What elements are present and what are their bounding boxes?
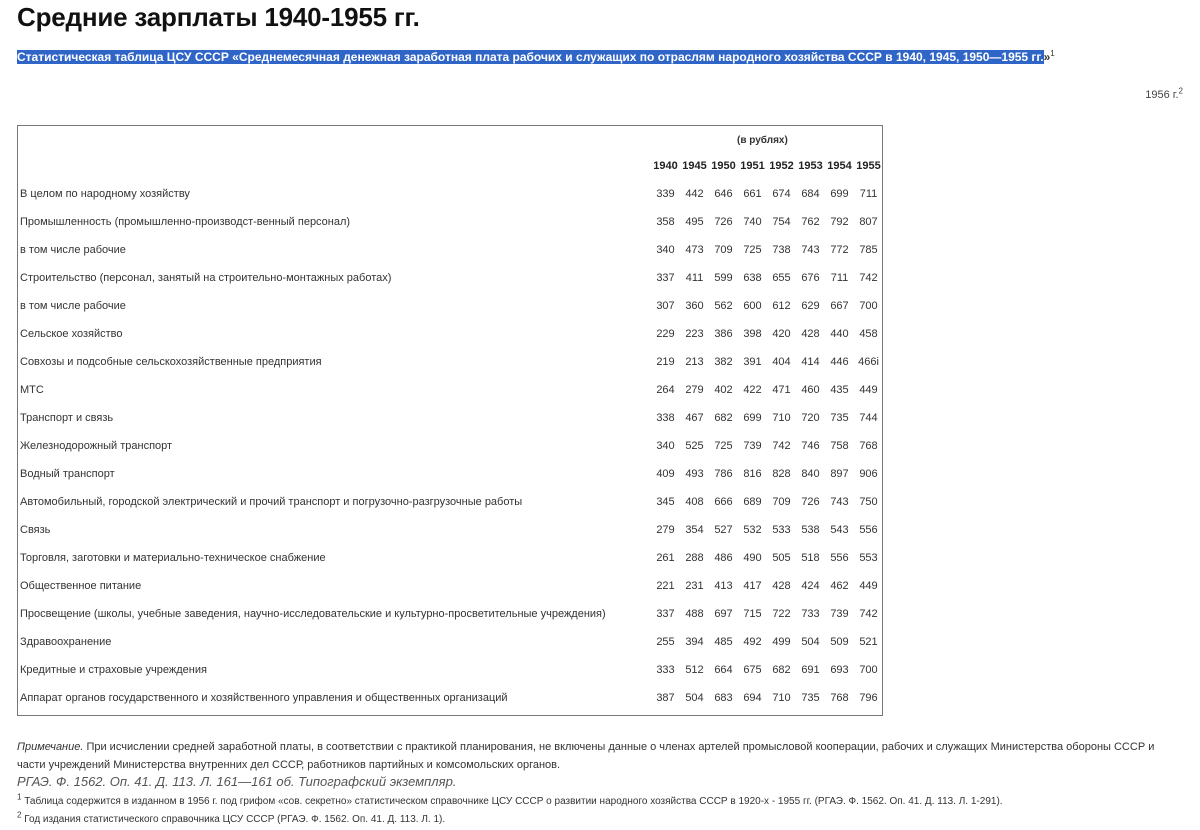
row-label: в том числе рабочие — [20, 244, 126, 256]
table-cell: 691 — [801, 664, 820, 676]
footnote-1 — [17, 792, 1003, 807]
table-cell: 354 — [685, 524, 704, 536]
table-cell: 279 — [685, 384, 704, 396]
table-cell: 492 — [743, 636, 762, 648]
table-cell: 553 — [859, 552, 878, 564]
note — [17, 738, 1183, 774]
table-cell: 710 — [772, 692, 791, 704]
table-cell: 219 — [656, 356, 675, 368]
table-cell: 213 — [685, 356, 704, 368]
table-cell: 358 — [656, 216, 675, 228]
table-cell: 538 — [801, 524, 820, 536]
table-cell: 264 — [656, 384, 675, 396]
table-cell: 733 — [801, 608, 820, 620]
table-cell: 744 — [859, 412, 878, 424]
table-cell: 458 — [859, 328, 878, 340]
table-cell: 556 — [859, 524, 878, 536]
table-cell: 402 — [714, 384, 733, 396]
year-header: 1953 — [798, 160, 823, 172]
table-cell: 556 — [830, 552, 849, 564]
table-row — [20, 608, 880, 624]
table-cell: 699 — [743, 412, 762, 424]
table-cell: 435 — [830, 384, 849, 396]
table-cell: 279 — [656, 524, 675, 536]
table-cell: 411 — [685, 272, 704, 284]
table-row — [20, 300, 880, 316]
table-cell: 762 — [801, 216, 820, 228]
table-cell: 414 — [801, 356, 820, 368]
table-row — [20, 272, 880, 288]
table-cell: 512 — [685, 664, 704, 676]
table-cell: 726 — [801, 496, 820, 508]
table-cell: 711 — [859, 188, 878, 200]
table-cell: 735 — [801, 692, 820, 704]
row-label: Общественное питание — [20, 580, 142, 592]
year-header: 1945 — [682, 160, 707, 172]
table-row — [20, 580, 880, 596]
table-cell: 743 — [801, 244, 820, 256]
row-label: В целом по народному хозяйству — [20, 188, 190, 200]
table-cell: 711 — [830, 272, 849, 284]
publication-year — [1145, 86, 1183, 101]
row-label: Связь — [20, 524, 51, 536]
table-cell: 742 — [859, 608, 878, 620]
table-row — [20, 636, 880, 652]
table-cell: 816 — [743, 468, 762, 480]
table-cell: 768 — [859, 440, 878, 452]
table-cell: 504 — [685, 692, 704, 704]
table-row — [20, 328, 880, 344]
row-label: Совхозы и подсобные сельскохозяйственные предприятия — [20, 356, 322, 368]
table-cell: 533 — [772, 524, 791, 536]
table-cell: 709 — [714, 244, 733, 256]
table-cell: 700 — [859, 300, 878, 312]
table-cell: 562 — [714, 300, 733, 312]
table-cell: 600 — [743, 300, 762, 312]
table-cell: 599 — [714, 272, 733, 284]
table-cell: 532 — [743, 524, 762, 536]
table-cell: 682 — [714, 412, 733, 424]
year-header: 1950 — [711, 160, 736, 172]
table-cell: 682 — [772, 664, 791, 676]
year-header: 1955 — [856, 160, 881, 172]
row-label: Транспорт и связь — [20, 412, 114, 424]
table-cell: 897 — [830, 468, 849, 480]
table-cell: 221 — [656, 580, 675, 592]
table-cell: 710 — [772, 412, 791, 424]
table-row — [20, 188, 880, 204]
table-cell: 700 — [859, 664, 878, 676]
table-row — [20, 356, 880, 372]
table-cell: 694 — [743, 692, 762, 704]
table-cell: 462 — [830, 580, 849, 592]
table-cell: 337 — [656, 272, 675, 284]
archive-reference: РГАЭ. Ф. 1562. Оп. 41. Д. 113. Л. 161—161 об. Типографский экземпляр. — [17, 774, 457, 789]
year-header: 1952 — [769, 160, 794, 172]
table-cell: 612 — [772, 300, 791, 312]
row-label: Торговля, заготовки и материально-техническое снабжение — [20, 552, 326, 564]
table-cell: 726 — [714, 216, 733, 228]
table-cell: 754 — [772, 216, 791, 228]
row-label: Железнодорожный транспорт — [20, 440, 173, 452]
row-label: Водный транспорт — [20, 468, 115, 480]
table-cell: 223 — [685, 328, 704, 340]
footnote-ref-1[interactable]: 1 — [1050, 49, 1055, 58]
table-cell: 499 — [772, 636, 791, 648]
table-cell: 697 — [714, 608, 733, 620]
table-cell: 493 — [685, 468, 704, 480]
table-cell: 338 — [656, 412, 675, 424]
table-cell: 758 — [830, 440, 849, 452]
table-cell: 231 — [685, 580, 704, 592]
publication-year-text: 1956 г. — [1145, 89, 1179, 101]
table-cell: 906 — [859, 468, 878, 480]
table-cell: 807 — [859, 216, 878, 228]
table-row — [20, 524, 880, 540]
table-cell: 485 — [714, 636, 733, 648]
table-cell: 666 — [714, 496, 733, 508]
table-cell: 525 — [685, 440, 704, 452]
footnote-2-number: 2 — [17, 810, 22, 820]
table-cell: 398 — [743, 328, 762, 340]
table-cell: 518 — [801, 552, 820, 564]
table-cell: 683 — [714, 692, 733, 704]
table-cell: 720 — [801, 412, 820, 424]
table-cell: 360 — [685, 300, 704, 312]
table-cell: 709 — [772, 496, 791, 508]
table-row — [20, 440, 880, 456]
table-cell: 387 — [656, 692, 675, 704]
table-cell: 340 — [656, 244, 675, 256]
table-cell: 394 — [685, 636, 704, 648]
table-row — [20, 468, 880, 484]
selected-caption-text[interactable]: Статистическая таблица ЦСУ СССР «Среднемесячная денежная заработная плата рабочих и служащих по отраслям народного хозяйства СССР в 1940, 1945, 1950—1955 гг. — [17, 50, 1044, 64]
table-cell: 382 — [714, 356, 733, 368]
table-row — [20, 692, 880, 708]
table-cell: 495 — [685, 216, 704, 228]
year-header: 1954 — [827, 160, 852, 172]
table-cell: 408 — [685, 496, 704, 508]
table-cell: 742 — [859, 272, 878, 284]
table-cell: 509 — [830, 636, 849, 648]
table-cell: 446 — [830, 356, 849, 368]
table-row — [20, 664, 880, 680]
table-cell: 473 — [685, 244, 704, 256]
table-cell: 725 — [743, 244, 762, 256]
page-title: Средние зарплаты 1940-1955 гг. — [17, 2, 420, 32]
footnote-2-text: Год издания статистического справочника ЦСУ СССР (РГАЭ. Ф. 1562. Оп. 41. Д. 113. Л. 1). — [21, 814, 446, 825]
table-cell: 391 — [743, 356, 762, 368]
table-cell: 750 — [859, 496, 878, 508]
table-cell: 460 — [801, 384, 820, 396]
table-cell: 735 — [830, 412, 849, 424]
table-cell: 527 — [714, 524, 733, 536]
table-cell: 667 — [830, 300, 849, 312]
table-cell: 504 — [801, 636, 820, 648]
table-cell: 638 — [743, 272, 762, 284]
table-cell: 742 — [772, 440, 791, 452]
table-cell: 333 — [656, 664, 675, 676]
table-cell: 428 — [801, 328, 820, 340]
table-cell: 471 — [772, 384, 791, 396]
table-cell: 466i — [858, 356, 879, 368]
note-prefix: Примечание. — [17, 741, 84, 753]
table-cell: 840 — [801, 468, 820, 480]
table-cell: 422 — [743, 384, 762, 396]
caption-close-quote: » — [1043, 50, 1051, 64]
table-cell: 261 — [656, 552, 675, 564]
footnote-1-text: Таблица содержится в изданном в 1956 г. под грифом «сов. секретно» статистическом справочнике ЦСУ СССР о развитии народного хозяйства СССР в 1920-х - 1955 гг. (РГАЭ. Ф. 1562. Оп. 41. Д. 113. Л. 1-291). — [21, 796, 1003, 807]
table-row — [20, 552, 880, 568]
table-cell: 449 — [859, 580, 878, 592]
table-cell: 739 — [830, 608, 849, 620]
salary-table — [17, 125, 883, 716]
table-cell: 488 — [685, 608, 704, 620]
table-row — [20, 384, 880, 400]
year-header: 1951 — [740, 160, 765, 172]
table-cell: 684 — [801, 188, 820, 200]
row-label: Кредитные и страховые учреждения — [20, 664, 207, 676]
table-cell: 796 — [859, 692, 878, 704]
table-cell: 743 — [830, 496, 849, 508]
table-cell: 424 — [801, 580, 820, 592]
footnote-1-number: 1 — [17, 792, 22, 802]
table-cell: 664 — [714, 664, 733, 676]
unit-label: (в рублях) — [737, 135, 788, 146]
table-cell: 442 — [685, 188, 704, 200]
footnote-2 — [17, 810, 446, 825]
table-cell: 693 — [830, 664, 849, 676]
row-label: Просвещение (школы, учебные заведения, научно-исследовательские и культурно-просветительные учреждения) — [20, 608, 606, 620]
table-cell: 409 — [656, 468, 675, 480]
table-cell: 417 — [743, 580, 762, 592]
table-cell: 340 — [656, 440, 675, 452]
table-cell: 386 — [714, 328, 733, 340]
table-cell: 661 — [743, 188, 762, 200]
table-row — [20, 244, 880, 260]
row-label: Здравоохранение — [20, 636, 112, 648]
table-cell: 786 — [714, 468, 733, 480]
table-cell: 449 — [859, 384, 878, 396]
table-cell: 646 — [714, 188, 733, 200]
table-cell: 307 — [656, 300, 675, 312]
table-cell: 792 — [830, 216, 849, 228]
table-cell: 674 — [772, 188, 791, 200]
table-cell: 413 — [714, 580, 733, 592]
table-cell: 676 — [801, 272, 820, 284]
row-label: Строительство (персонал, занятый на строительно-монтажных работах) — [20, 272, 392, 284]
table-row — [20, 216, 880, 232]
table-cell: 699 — [830, 188, 849, 200]
table-cell: 490 — [743, 552, 762, 564]
table-cell: 345 — [656, 496, 675, 508]
table-cell: 486 — [714, 552, 733, 564]
table-cell: 521 — [859, 636, 878, 648]
table-cell: 428 — [772, 580, 791, 592]
table-cell: 629 — [801, 300, 820, 312]
table-cell: 772 — [830, 244, 849, 256]
table-cell: 738 — [772, 244, 791, 256]
table-cell: 655 — [772, 272, 791, 284]
table-cell: 828 — [772, 468, 791, 480]
table-cell: 339 — [656, 188, 675, 200]
table-cell: 404 — [772, 356, 791, 368]
table-cell: 420 — [772, 328, 791, 340]
table-cell: 255 — [656, 636, 675, 648]
table-cell: 288 — [685, 552, 704, 564]
row-label: Аппарат органов государственного и хозяйственного управления и общественных организаций — [20, 692, 508, 704]
table-cell: 440 — [830, 328, 849, 340]
table-cell: 675 — [743, 664, 762, 676]
row-label: Промышленность (промышленно-производст-венный персонал) — [20, 216, 351, 228]
table-cell: 337 — [656, 608, 675, 620]
table-cell: 229 — [656, 328, 675, 340]
table-cell: 505 — [772, 552, 791, 564]
row-label: в том числе рабочие — [20, 300, 126, 312]
row-label: МТС — [20, 384, 44, 396]
table-cell: 467 — [685, 412, 704, 424]
table-row — [20, 412, 880, 428]
note-text: При исчислении средней заработной платы, в соответствии с практикой планирования, не включены данные о членах артелей промысловой кооперации, рабочих и служащих Министерства обороны СССР и части учреждений Министерства внутренних дел СССР, работников партийных и комсомольских органов. — [17, 741, 1155, 771]
table-cell: 768 — [830, 692, 849, 704]
table-cell: 715 — [743, 608, 762, 620]
table-cell: 722 — [772, 608, 791, 620]
row-label: Автомобильный, городской электрический и прочий транспорт и погрузочно-разгрузочные работы — [20, 496, 523, 508]
table-cell: 746 — [801, 440, 820, 452]
table-cell: 725 — [714, 440, 733, 452]
table-row — [20, 496, 880, 512]
table-caption — [17, 48, 1183, 66]
year-header: 1940 — [653, 160, 678, 172]
table-cell: 785 — [859, 244, 878, 256]
footnote-ref-2[interactable]: 2 — [1178, 86, 1183, 96]
row-label: Сельское хозяйство — [20, 328, 123, 340]
table-cell: 739 — [743, 440, 762, 452]
table-cell: 689 — [743, 496, 762, 508]
table-cell: 740 — [743, 216, 762, 228]
table-cell: 543 — [830, 524, 849, 536]
